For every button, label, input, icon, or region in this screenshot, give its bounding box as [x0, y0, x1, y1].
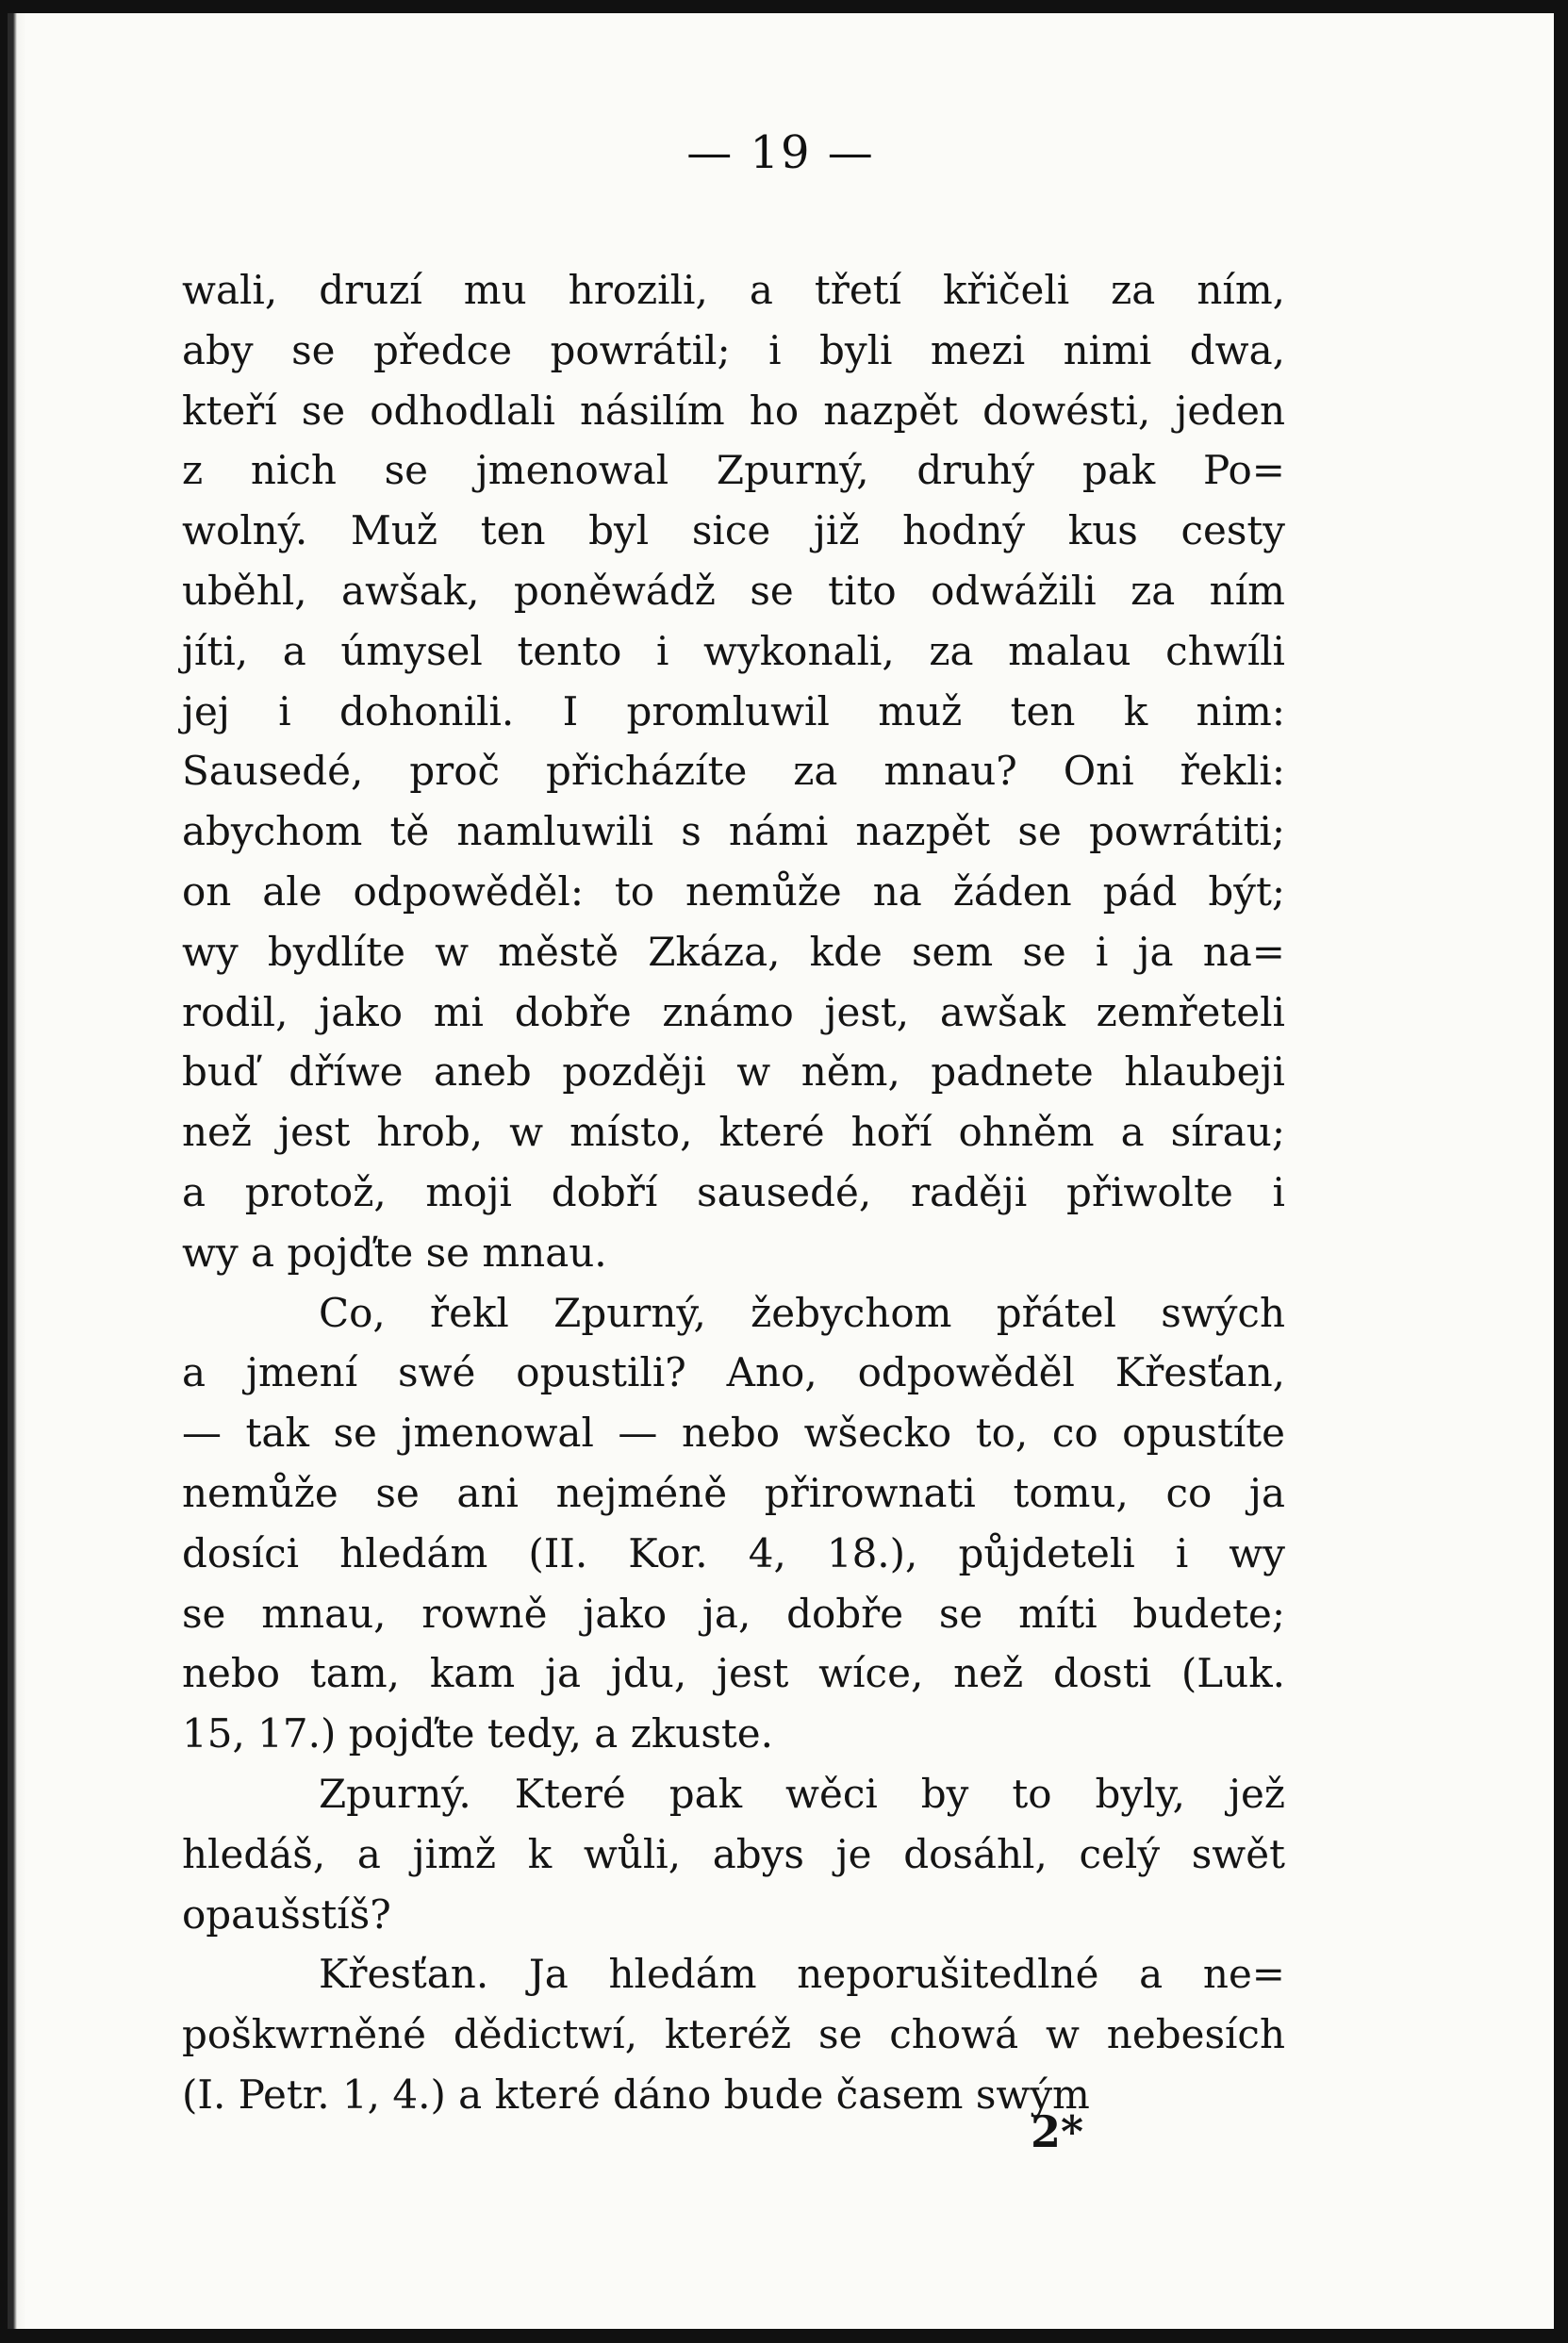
text-line: jíti, a úmysel tento i wykonali, za malau chwíli: [182, 627, 1285, 674]
text-line: Zpurný. Které pak wěci by to byly, jež: [319, 1770, 1285, 1817]
text-line: jej i dohonili. I promluwil muž ten k nim:: [182, 687, 1285, 734]
text-line: opaušstíš?: [182, 1890, 391, 1938]
signature-mark: 2*: [1031, 2106, 1084, 2157]
text-line: hledáš, a jimž k wůli, abys je dosáhl, celý swět: [182, 1830, 1285, 1877]
text-line: — tak se jmenowal — nebo wšecko to, co opustíte: [182, 1410, 1285, 1457]
text-line: poškwrněné dědictwí, kteréž se chowá w nebesích: [182, 2011, 1285, 2058]
text-line: (I. Petr. 1, 4.) a které dáno bude časem swým: [182, 2071, 1090, 2118]
text-line: Křesťan. Ja hledám neporušitedlné a ne=: [319, 1951, 1285, 1998]
text-line: dosíci hledám (II. Kor. 4, 18.), půjdeteli i wy: [182, 1529, 1285, 1576]
text-line: aby se předce powrátil; i byli mezi nimi dwa,: [182, 326, 1285, 373]
page-number: — 19 —: [686, 126, 875, 179]
text-line: se mnau, rowně jako ja, dobře se míti budete;: [182, 1590, 1285, 1637]
text-line: rodil, jako mi dobře známo jest, awšak zemřeteli: [182, 988, 1285, 1035]
text-line: wolný. Muž ten byl sice již hodný kus cesty: [182, 507, 1285, 554]
text-line: Sausedé, proč přicházíte za mnau? Oni řekli:: [182, 748, 1285, 795]
text-line: než jest hrob, w místo, které hoří ohněm a sírau;: [182, 1109, 1285, 1156]
text-line: on ale odpowěděl: to nemůže na žáden pád být;: [182, 867, 1285, 915]
text-line: buď dříwe aneb později w něm, padnete hlaubeji: [182, 1048, 1285, 1096]
text-line: 15, 17.) pojďte tedy, a zkuste.: [182, 1710, 773, 1757]
text-line: wali, druzí mu hrozili, a třetí křičeli za ním,: [182, 267, 1285, 313]
page-binding-edge: [8, 13, 26, 2329]
book-page: [8, 13, 1554, 2329]
text-line: a protož, moji dobří sausedé, raději přiwolte i: [182, 1168, 1285, 1215]
body-text: [182, 260, 1285, 2125]
text-line: nemůže se ani nejméně přirownati tomu, co ja: [182, 1469, 1285, 1516]
text-line: kteří se odhodlali násilím ho nazpět dowésti, jeden: [182, 387, 1285, 434]
text-line: uběhl, awšak, poněwádž se tito odwážili za ním: [182, 567, 1285, 614]
text-line: wy a pojďte se mnau.: [182, 1229, 607, 1276]
text-line: abychom tě namluwili s námi nazpět se powrátiti;: [182, 808, 1285, 855]
text-line: Co, řekl Zpurný, žebychom přátel swých: [319, 1289, 1285, 1336]
text-line: z nich se jmenowal Zpurný, druhý pak Po=: [182, 447, 1285, 494]
text-line: nebo tam, kam ja jdu, jest wíce, než dosti (Luk.: [182, 1650, 1285, 1697]
text-line: wy bydlíte w městě Zkáza, kde sem se i ja na=: [182, 928, 1285, 975]
text-line: a jmení swé opustili? Ano, odpowěděl Křesťan,: [182, 1349, 1285, 1396]
